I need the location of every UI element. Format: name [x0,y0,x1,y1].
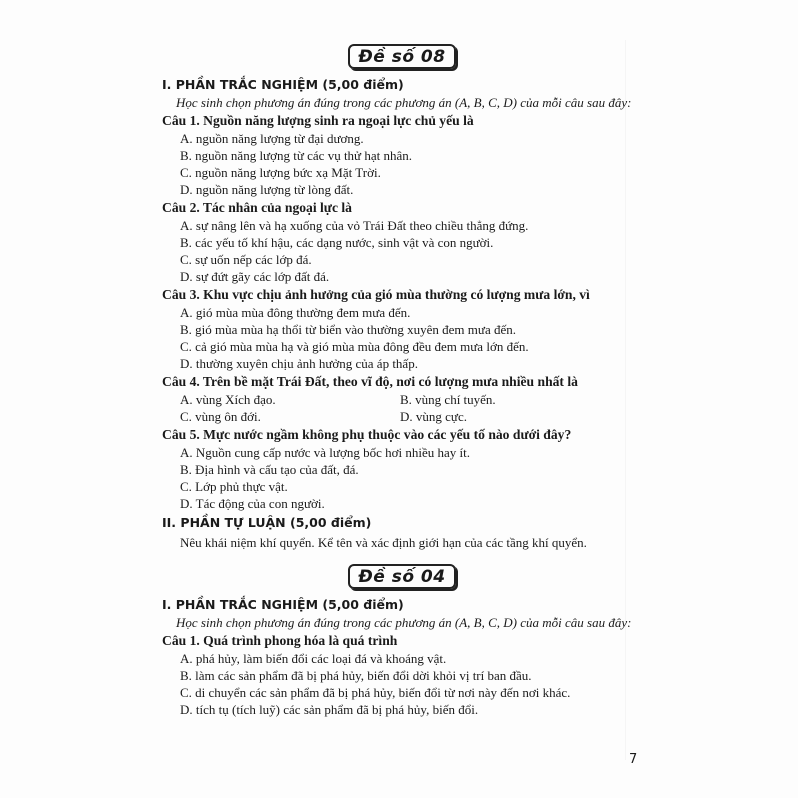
exam-1-q1-option-d: D. nguồn năng lượng từ lòng đất. [180,182,354,197]
exam-1-q4-options-row-1 [162,391,642,408]
exam-1-question-4: Câu 4. Trên bề mặt Trái Đất, theo vĩ độ, nơi có lượng mưa nhiều nhất là [162,374,578,389]
exam-1-q3-option-a: A. gió mùa mùa đông thường đem mưa đến. [180,305,411,320]
exam-1-q5-option-d: D. Tác động của con người. [180,496,325,511]
exam-1-q1-option-c: C. nguồn năng lượng bức xạ Mặt Trời. [180,165,381,180]
exam-1-q5-option-b: B. Địa hình và cấu tạo của đất, đá. [180,462,359,477]
exam-2-q1-option-d: D. tích tụ (tích luỹ) các sản phẩm đã bị phá hủy, biến đổi. [180,702,479,717]
exam-1-q5-option-c: C. Lớp phủ thực vật. [180,479,288,494]
exam-1-q4-option-c: C. vùng ôn đới. [180,409,261,424]
exam-1-instruction: Học sinh chọn phương án đúng trong các phương án (A, B, C, D) của mỗi câu sau đây: [176,95,632,110]
exam-1-question-2: Câu 2. Tác nhân của ngoại lực là [162,200,352,215]
exam-1-question-1: Câu 1. Nguồn năng lượng sinh ra ngoại lực chủ yếu là [162,113,474,128]
exam-1-title-wrap [162,44,642,72]
exam-1-q5-option-a: A. Nguồn cung cấp nước và lượng bốc hơi nhiều hay ít. [180,445,470,460]
exam-1-q3-option-b: B. gió mùa mùa hạ thổi từ biển vào thường xuyên đem mưa đến. [180,322,516,337]
exam-1-q4-option-a: A. vùng Xích đạo. [180,392,276,407]
exam-1-q2-option-d: D. sự đứt gãy các lớp đất đá. [180,269,330,284]
exam-1-q1-option-a: A. nguồn năng lượng từ đại dương. [180,131,364,146]
exam-1-title: Đề số 08 [348,44,455,69]
exam-1-part-2-title: II. PHẦN TỰ LUẬN (5,00 điểm) [162,515,372,530]
exam-1-q2-option-a: A. sự nâng lên và hạ xuống của vỏ Trái Đất theo chiều thẳng đứng. [180,218,529,233]
exam-1-question-3: Câu 3. Khu vực chịu ảnh hưởng của gió mùa thường có lượng mưa lớn, vì [162,287,590,302]
exam-2-part-1-title: I. PHẦN TRẮC NGHIỆM (5,00 điểm) [162,597,404,612]
exam-1-essay-question: Nêu khái niệm khí quyển. Kể tên và xác định giới hạn của các tầng khí quyển. [180,535,587,550]
exam-1-q3-option-c: C. cả gió mùa mùa hạ và gió mùa mùa đông đều đem mưa lớn đến. [180,339,529,354]
exam-2-instruction: Học sinh chọn phương án đúng trong các phương án (A, B, C, D) của mỗi câu sau đây: [176,615,632,630]
exam-1-q2-option-b: B. các yếu tố khí hậu, các dạng nước, sinh vật và con người. [180,235,494,250]
exam-2-title-wrap [162,564,642,592]
exam-1-q4-options-row-2 [162,408,642,425]
exam-1-q3-option-d: D. thường xuyên chịu ảnh hưởng của áp thấp. [180,356,418,371]
exam-2-q1-option-c: C. di chuyển các sản phẩm đã bị phá hủy, biến đổi từ nơi này đến nơi khác. [180,685,571,700]
exam-1-q1-option-b: B. nguồn năng lượng từ các vụ thử hạt nhân. [180,148,413,163]
exam-1-part-1-title: I. PHẦN TRẮC NGHIỆM (5,00 điểm) [162,77,404,92]
page-number: 7 [629,752,638,767]
exam-1-q4-option-d: D. vùng cực. [400,409,467,424]
exam-1-q2-option-c: C. sự uốn nếp các lớp đá. [180,252,312,267]
page-content [162,44,642,718]
exam-2-q1-option-b: B. làm các sản phẩm đã bị phá hủy, biến đổi dời khỏi vị trí ban đầu. [180,668,532,683]
exam-2-q1-option-a: A. phá hủy, làm biến đổi các loại đá và khoáng vật. [180,651,447,666]
exam-2-question-1: Câu 1. Quá trình phong hóa là quá trình [162,633,398,648]
exam-2-title: Đề số 04 [348,564,455,589]
exam-1-q4-option-b: B. vùng chí tuyến. [400,392,496,407]
exam-1-question-5: Câu 5. Mực nước ngầm không phụ thuộc vào các yếu tố nào dưới đây? [162,427,572,442]
